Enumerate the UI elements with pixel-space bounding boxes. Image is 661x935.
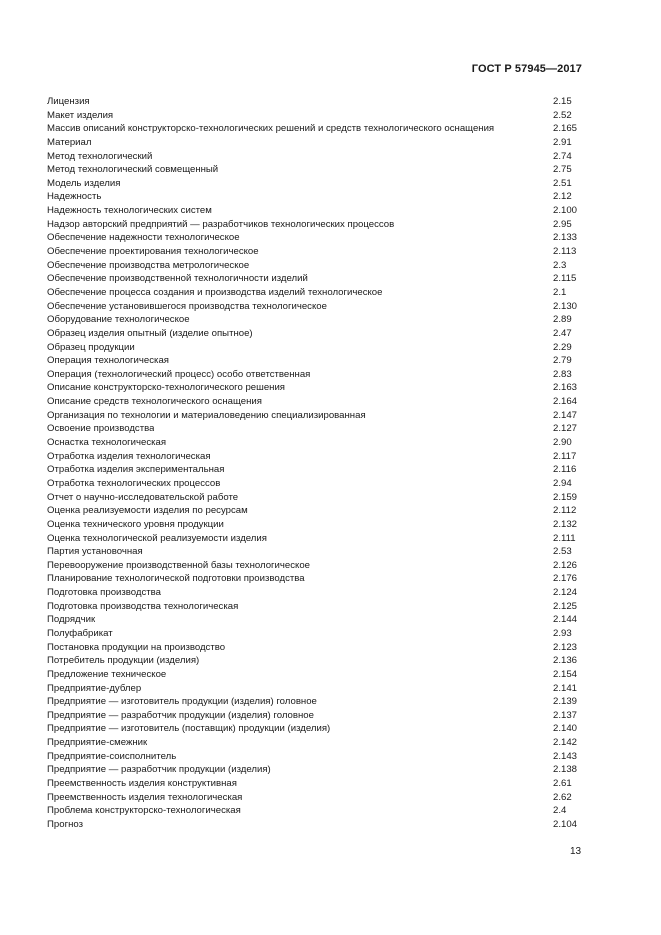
index-reference: 2.144: [553, 614, 578, 626]
index-reference: 2.130: [553, 300, 578, 312]
index-reference: 2.141: [553, 682, 578, 694]
index-entry: [47, 532, 587, 546]
index-reference: 2.127: [553, 423, 578, 435]
index-term: Партия установочная: [47, 546, 143, 558]
index-term: Предприятие-смежник: [47, 737, 148, 749]
index-reference: 2.29: [553, 341, 572, 353]
index-reference: 2.116: [553, 464, 577, 476]
index-term: Оснастка технологическая: [47, 437, 167, 449]
index-term: Потребитель продукции (изделия): [47, 655, 200, 667]
index-term: Обеспечение надежности технологическое: [47, 232, 240, 244]
index-reference: 2.124: [553, 587, 578, 599]
index-entry: [47, 791, 587, 805]
index-reference: 2.138: [553, 764, 578, 776]
index-reference: 2.163: [553, 382, 578, 394]
index-reference: 2.83: [553, 368, 572, 380]
index-entry: [47, 491, 587, 505]
index-entry: [47, 136, 587, 150]
index-entry: [47, 190, 587, 204]
index-entry: [47, 504, 587, 518]
index-term: Обеспечение производственной технологичности изделий: [47, 273, 308, 285]
standard-designation: ГОСТ Р 57945—2017: [471, 63, 582, 75]
index-entry: [47, 95, 587, 109]
index-reference: 2.100: [553, 205, 578, 217]
index-reference: 2.12: [553, 191, 572, 203]
index-entry: [47, 586, 587, 600]
index-entry: [47, 572, 587, 586]
index-term: Предприятие — разработчик продукции (изделия): [47, 764, 271, 776]
index-reference: 2.75: [553, 164, 572, 176]
index-entry: [47, 600, 587, 614]
index-entry: [47, 545, 587, 559]
index-entry: [47, 804, 587, 818]
index-reference: 2.94: [553, 477, 572, 489]
index-entry: [47, 286, 587, 300]
index-term: Прогноз: [47, 818, 83, 830]
index-term: Проблема конструкторско-технологическая: [47, 805, 241, 817]
term-index-list: [47, 95, 587, 832]
index-entry: [47, 736, 587, 750]
index-term: Массив описаний конструкторско-технологических решений и средств технологического оснащения: [47, 123, 495, 135]
index-reference: 2.137: [553, 709, 578, 721]
index-reference: 2.164: [553, 396, 578, 408]
index-reference: 2.142: [553, 737, 578, 749]
index-term: Подрядчик: [47, 614, 96, 626]
index-entry: [47, 627, 587, 641]
index-entry: [47, 750, 587, 764]
index-term: Преемственность изделия конструктивная: [47, 778, 237, 790]
index-term: Оценка технологической реализуемости изделия: [47, 532, 267, 544]
index-term: Предприятие — изготовитель (поставщик) продукции (изделия): [47, 723, 331, 735]
index-reference: 2.133: [553, 232, 578, 244]
index-term: Предприятие-дублер: [47, 682, 142, 694]
index-reference: 2.4: [553, 805, 567, 817]
index-reference: 2.176: [553, 573, 578, 585]
index-reference: 2.154: [553, 668, 578, 680]
index-term: Обеспечение производства метрологическое: [47, 259, 250, 271]
index-term: Оборудование технологическое: [47, 314, 190, 326]
index-term: Отработка изделия экспериментальная: [47, 464, 225, 476]
index-reference: 2.47: [553, 327, 572, 339]
index-term: Операция (технологический процесс) особо ответственная: [47, 368, 311, 380]
index-reference: 2.112: [553, 505, 577, 517]
index-entry: [47, 204, 587, 218]
index-reference: 2.90: [553, 437, 572, 449]
index-entry: [47, 722, 587, 736]
index-term: Метод технологический совмещенный: [47, 164, 219, 176]
index-term: Оценка реализуемости изделия по ресурсам: [47, 505, 248, 517]
index-reference: 2.159: [553, 491, 578, 503]
index-term: Макет изделия: [47, 109, 114, 121]
index-entry: [47, 300, 587, 314]
index-term: Полуфабрикат: [47, 627, 113, 639]
index-term: Преемственность изделия технологическая: [47, 791, 243, 803]
index-entry: [47, 122, 587, 136]
index-reference: 2.139: [553, 696, 578, 708]
index-reference: 2.79: [553, 355, 572, 367]
index-term: Надежность: [47, 191, 102, 203]
index-entry: [47, 654, 587, 668]
index-reference: 2.93: [553, 627, 572, 639]
index-term: Материал: [47, 136, 92, 148]
index-entry: [47, 409, 587, 423]
index-term: Описание конструкторско-технологического решения: [47, 382, 286, 394]
index-reference: 2.104: [553, 818, 578, 830]
index-entry: [47, 436, 587, 450]
index-reference: 2.115: [553, 273, 577, 285]
index-entry: [47, 818, 587, 832]
index-reference: 2.136: [553, 655, 578, 667]
index-term: Подготовка производства: [47, 587, 162, 599]
index-reference: 2.89: [553, 314, 572, 326]
index-entry: [47, 709, 587, 723]
index-term: Организация по технологии и материаловедению специализированная: [47, 409, 366, 421]
index-reference: 2.123: [553, 641, 578, 653]
index-reference: 2.52: [553, 109, 572, 121]
index-entry: [47, 327, 587, 341]
index-reference: 2.113: [553, 246, 577, 258]
index-entry: [47, 218, 587, 232]
index-term: Операция технологическая: [47, 355, 169, 367]
index-term: Перевооружение производственной базы технологическое: [47, 559, 311, 571]
index-reference: 2.53: [553, 546, 572, 558]
index-term: Подготовка производства технологическая: [47, 600, 239, 612]
index-reference: 2.15: [553, 96, 572, 107]
index-term: Оценка технического уровня продукции: [47, 518, 224, 530]
index-term: Обеспечение установившегося производства технологическое: [47, 300, 327, 312]
index-entry: [47, 777, 587, 791]
index-entry: [47, 450, 587, 464]
index-term: Обеспечение процесса создания и производства изделий технологическое: [47, 286, 383, 298]
index-reference: 2.74: [553, 150, 572, 162]
index-reference: 2.147: [553, 409, 578, 421]
index-term: Обеспечение проектирования технологическое: [47, 246, 259, 258]
index-entry: [47, 163, 587, 177]
index-term: Отработка изделия технологическая: [47, 450, 211, 462]
index-reference: 2.165: [553, 123, 578, 135]
index-entry: [47, 368, 587, 382]
index-entry: [47, 518, 587, 532]
index-entry: [47, 231, 587, 245]
index-entry: [47, 682, 587, 696]
index-entry: [47, 559, 587, 573]
index-term: Надзор авторский предприятий — разработчиков технологических процессов: [47, 218, 395, 230]
index-entry: [47, 641, 587, 655]
index-entry: [47, 313, 587, 327]
index-entry: [47, 109, 587, 123]
index-reference: 2.62: [553, 791, 572, 803]
index-term: Надежность технологических систем: [47, 205, 212, 217]
index-reference: 2.117: [553, 450, 577, 462]
index-reference: 2.95: [553, 218, 572, 230]
index-term: Метод технологический: [47, 150, 153, 162]
index-entry: [47, 341, 587, 355]
index-entry: [47, 463, 587, 477]
index-term: Описание средств технологического оснащения: [47, 396, 262, 408]
index-reference: 2.140: [553, 723, 578, 735]
index-entry: [47, 422, 587, 436]
index-term: Образец изделия опытный (изделие опытное): [47, 327, 253, 339]
index-reference: 2.61: [553, 778, 572, 790]
index-term: Отчет о научно-исследовательской работе: [47, 491, 239, 503]
index-term: Отработка технологических процессов: [47, 477, 221, 489]
index-term: Освоение производства: [47, 423, 155, 435]
index-entry: [47, 668, 587, 682]
index-reference: 2.3: [553, 259, 567, 271]
index-entry: [47, 381, 587, 395]
index-term: Постановка продукции на производство: [47, 641, 226, 653]
index-reference: 2.125: [553, 600, 578, 612]
index-reference: 2.111: [553, 532, 576, 544]
index-reference: 2.143: [553, 750, 578, 762]
index-entry: [47, 477, 587, 491]
index-entry: [47, 150, 587, 164]
index-entry: [47, 272, 587, 286]
index-entry: [47, 763, 587, 777]
index-entry: [47, 259, 587, 273]
page-number: 13: [570, 846, 582, 857]
index-entry: [47, 613, 587, 627]
index-term: Предприятие — разработчик продукции (изделия) головное: [47, 709, 314, 721]
index-term: Предприятие-соисполнитель: [47, 750, 177, 762]
index-entry: [47, 395, 587, 409]
index-term: Предприятие — изготовитель продукции (изделия) головное: [47, 696, 317, 708]
index-term: Модель изделия: [47, 177, 121, 189]
index-reference: 2.1: [553, 286, 567, 298]
index-reference: 2.51: [553, 177, 572, 189]
index-term: Образец продукции: [47, 341, 135, 353]
index-entry: [47, 354, 587, 368]
index-term: Предложение техническое: [47, 668, 167, 680]
index-reference: 2.126: [553, 559, 578, 571]
index-term: Лицензия: [47, 96, 90, 107]
index-entry: [47, 695, 587, 709]
index-reference: 2.91: [553, 136, 572, 148]
index-entry: [47, 245, 587, 259]
index-term: Планирование технологической подготовки производства: [47, 573, 305, 585]
index-reference: 2.132: [553, 518, 578, 530]
index-entry: [47, 177, 587, 191]
